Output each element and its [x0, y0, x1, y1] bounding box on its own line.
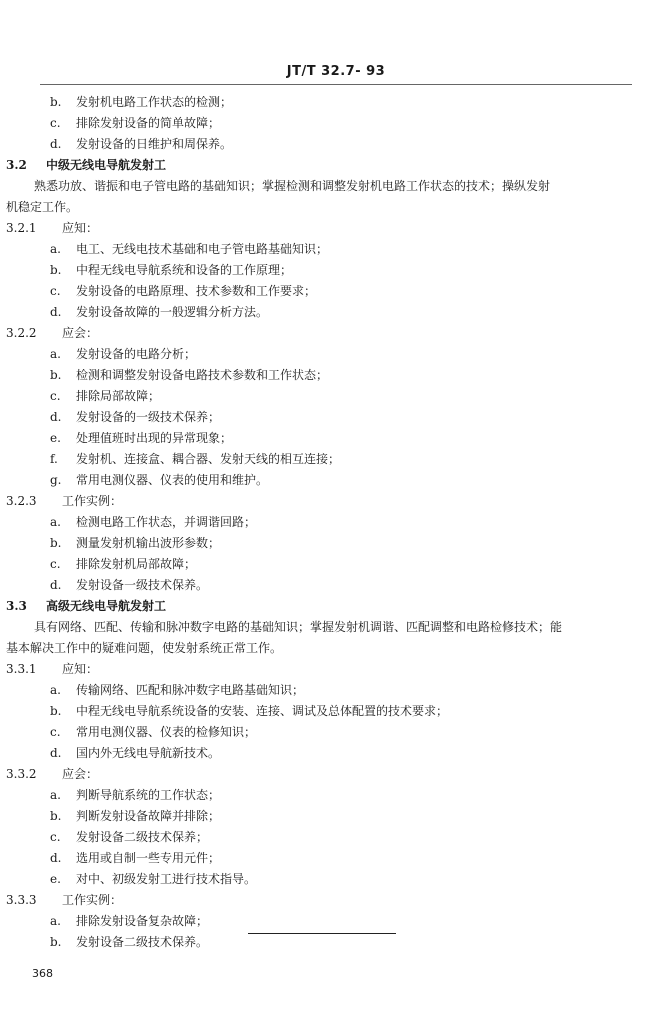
- item-text: 传输网络、匹配和脉冲数字电路基础知识；: [76, 683, 305, 697]
- paragraph-continuation: [0, 638, 672, 659]
- item-label: d.: [50, 305, 62, 319]
- item-text: 具有网络、匹配、传输和脉冲数字电路的基础知识；掌握发射机调谐、匹配调整和电路检修技术；能: [34, 620, 563, 634]
- item-label: d.: [50, 746, 62, 760]
- item-label: d.: [50, 137, 62, 151]
- item-label: 3.2.2: [6, 326, 37, 340]
- item-label: a.: [50, 914, 61, 928]
- item-text: 应会：: [62, 767, 99, 781]
- list-item: [0, 302, 672, 323]
- list-item: [0, 848, 672, 869]
- item-text: 发射设备的电路分析；: [76, 347, 197, 361]
- item-text: 工作实例：: [62, 494, 123, 508]
- item-text: 高级无线电导航发射工: [46, 599, 167, 613]
- item-text: 排除发射设备复杂故障；: [76, 914, 209, 928]
- list-item: [0, 806, 672, 827]
- list-item: [0, 92, 672, 113]
- list-item: [0, 134, 672, 155]
- item-text: 检测和调整发射设备电路技术参数和工作状态；: [76, 368, 329, 382]
- end-of-section-rule: [248, 933, 396, 934]
- subsection-heading: [0, 659, 672, 680]
- item-text: 检测电路工作状态，并调谐回路；: [76, 515, 257, 529]
- item-text: 发射设备的电路原理、技术参数和工作要求；: [76, 284, 317, 298]
- item-text: 应会：: [62, 326, 99, 340]
- list-item: [0, 470, 672, 491]
- item-label: d.: [50, 578, 62, 592]
- item-label: 3.3.2: [6, 767, 37, 781]
- item-text: 测量发射机输出波形参数；: [76, 536, 221, 550]
- item-text: 发射机、连接盒、耦合器、发射天线的相互连接；: [76, 452, 341, 466]
- item-label: b.: [50, 95, 62, 109]
- item-label: 3.2.1: [6, 221, 37, 235]
- subsection-heading: [0, 764, 672, 785]
- item-text: 发射设备的一级技术保养；: [76, 410, 221, 424]
- item-label: e.: [50, 872, 61, 886]
- list-item: [0, 533, 672, 554]
- section-heading: [0, 596, 672, 617]
- item-text: 发射设备的日维护和周保养。: [76, 137, 233, 151]
- item-label: c.: [50, 830, 61, 844]
- item-label: c.: [50, 284, 61, 298]
- item-text: 判断导航系统的工作状态；: [76, 788, 221, 802]
- page-number: 368: [32, 967, 53, 980]
- item-text: 中程无线电导航系统和设备的工作原理；: [76, 263, 293, 277]
- item-label: 3.3.3: [6, 893, 37, 907]
- list-item: [0, 575, 672, 596]
- item-text: 中程无线电导航系统设备的安装、连接、调试及总体配置的技术要求；: [76, 704, 449, 718]
- item-text: 熟悉功放、谐振和电子管电路的基础知识；掌握检测和调整发射机电路工作状态的技术；操纵发射: [34, 179, 551, 193]
- list-item: [0, 932, 672, 953]
- item-text: 发射设备一级技术保养。: [76, 578, 209, 592]
- item-label: 3.3: [6, 599, 27, 613]
- item-label: 3.2: [6, 158, 27, 172]
- list-item: [0, 449, 672, 470]
- list-item: [0, 407, 672, 428]
- item-text: 电工、无线电技术基础和电子管电路基础知识；: [76, 242, 329, 256]
- paragraph-continuation: [0, 197, 672, 218]
- item-label: d.: [50, 851, 62, 865]
- item-label: a.: [50, 347, 61, 361]
- item-label: b.: [50, 263, 62, 277]
- list-item: [0, 680, 672, 701]
- item-text: 发射设备故障的一般逻辑分析方法。: [76, 305, 269, 319]
- list-item: [0, 701, 672, 722]
- item-label: c.: [50, 557, 61, 571]
- list-item: [0, 554, 672, 575]
- list-item: [0, 260, 672, 281]
- item-label: f.: [50, 452, 58, 466]
- list-item: [0, 512, 672, 533]
- list-item: [0, 743, 672, 764]
- item-text: 发射设备二级技术保养；: [76, 830, 209, 844]
- item-text: 常用电测仪器、仪表的使用和维护。: [76, 473, 269, 487]
- item-label: g.: [50, 473, 62, 487]
- list-item: [0, 428, 672, 449]
- item-text: 排除局部故障；: [76, 389, 161, 403]
- list-item: [0, 239, 672, 260]
- list-item: [0, 281, 672, 302]
- item-label: a.: [50, 515, 61, 529]
- item-label: b.: [50, 704, 62, 718]
- item-text: 判断发射设备故障并排除；: [76, 809, 221, 823]
- item-label: c.: [50, 389, 61, 403]
- list-item: [0, 113, 672, 134]
- paragraph-line: [0, 617, 672, 638]
- list-item: [0, 344, 672, 365]
- item-label: a.: [50, 242, 61, 256]
- document-code-header: JT/T 32.7- 93: [286, 64, 386, 79]
- document-body: [0, 92, 672, 953]
- item-text: 选用或自制一些专用元件；: [76, 851, 221, 865]
- item-label: d.: [50, 410, 62, 424]
- section-heading: [0, 155, 672, 176]
- item-text: 国内外无线电导航新技术。: [76, 746, 221, 760]
- subsection-heading: [0, 890, 672, 911]
- item-text: 常用电测仪器、仪表的检修知识；: [76, 725, 257, 739]
- item-label: a.: [50, 788, 61, 802]
- header-divider: [40, 84, 632, 85]
- item-text: 应知：: [62, 662, 99, 676]
- item-text: 排除发射机局部故障；: [76, 557, 197, 571]
- item-text: 应知：: [62, 221, 99, 235]
- item-label: a.: [50, 683, 61, 697]
- paragraph-line: [0, 176, 672, 197]
- item-label: c.: [50, 116, 61, 130]
- item-text: 中级无线电导航发射工: [46, 158, 167, 172]
- item-text: 处理值班时出现的异常现象；: [76, 431, 233, 445]
- item-label: 3.3.1: [6, 662, 37, 676]
- item-text: 发射机电路工作状态的检测；: [76, 95, 233, 109]
- item-text: 工作实例：: [62, 893, 123, 907]
- list-item: [0, 785, 672, 806]
- item-label: b.: [50, 809, 62, 823]
- item-text: 发射设备二级技术保养。: [76, 935, 209, 949]
- item-text: 对中、初级发射工进行技术指导。: [76, 872, 257, 886]
- item-label: b.: [50, 368, 62, 382]
- subsection-heading: [0, 218, 672, 239]
- item-text: 基本解决工作中的疑难问题，使发射系统正常工作。: [6, 641, 283, 655]
- subsection-heading: [0, 323, 672, 344]
- list-item: [0, 365, 672, 386]
- list-item: [0, 869, 672, 890]
- item-text: 机稳定工作。: [6, 200, 79, 214]
- item-label: c.: [50, 725, 61, 739]
- list-item: [0, 911, 672, 932]
- item-label: b.: [50, 935, 62, 949]
- item-label: e.: [50, 431, 61, 445]
- list-item: [0, 722, 672, 743]
- list-item: [0, 827, 672, 848]
- item-label: b.: [50, 536, 62, 550]
- item-label: 3.2.3: [6, 494, 37, 508]
- list-item: [0, 386, 672, 407]
- item-text: 排除发射设备的简单故障；: [76, 116, 221, 130]
- subsection-heading: [0, 491, 672, 512]
